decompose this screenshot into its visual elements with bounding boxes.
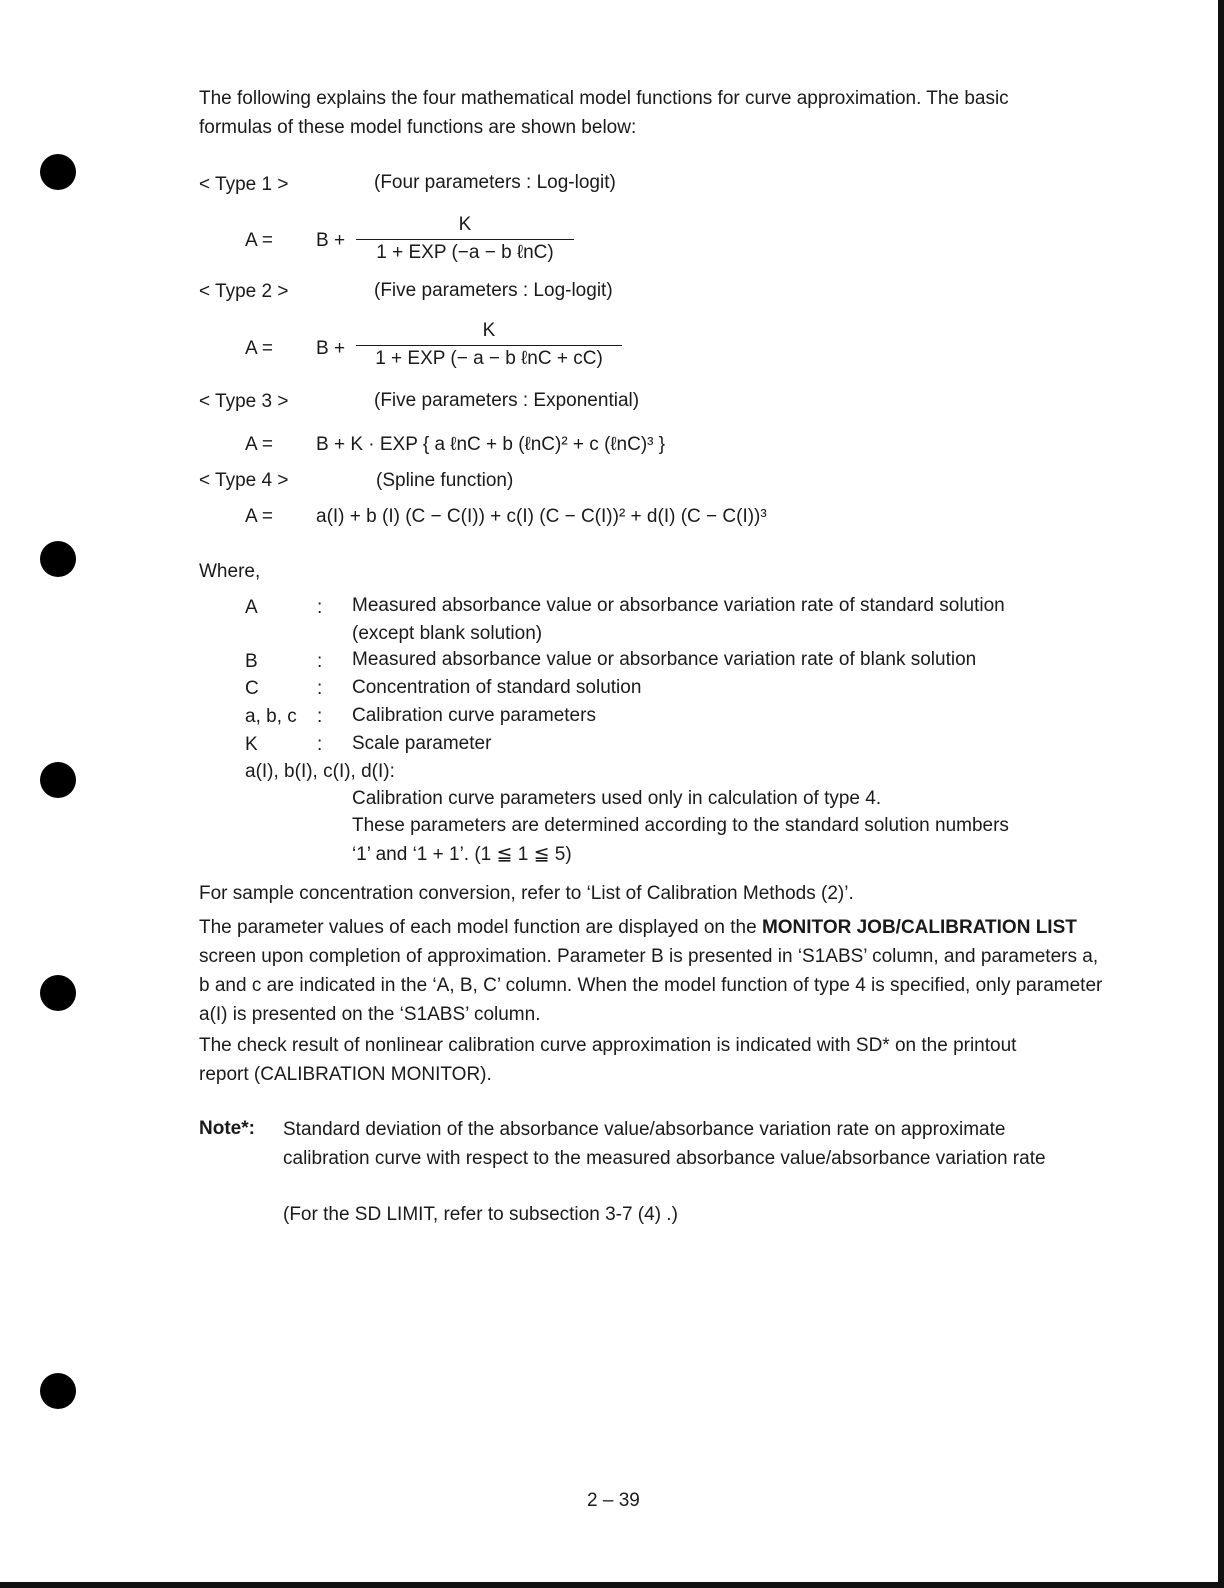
spline-params-line: These parameters are determined according to the standard solution numbers	[352, 815, 1009, 836]
def-colon: :	[317, 734, 323, 755]
monitor-text-pre: The parameter values of each model function are displayed on the	[199, 917, 762, 938]
def-colon: :	[317, 597, 323, 618]
type-2-label: < Type 2 >	[199, 281, 289, 302]
type-4-desc: (Spline function)	[376, 470, 514, 491]
formula-3-rhs: B + K · EXP { a ℓnC + b (ℓnC)² + c (ℓnC)³ }	[316, 434, 666, 455]
type-2-desc: (Five parameters : Log-logit)	[374, 280, 613, 301]
def-sym: K	[245, 734, 258, 755]
note-text: Standard deviation of the absorbance value/absorbance variation rate on approximate calibration curve with respect to the measured absorbance value/absorbance variation rate	[283, 1119, 1046, 1169]
fraction-bar	[356, 345, 622, 346]
scan-edge-bottom	[0, 1582, 1224, 1588]
type-4-label: < Type 4 >	[199, 470, 289, 491]
formula-1-denominator: 1 + EXP (−a − b ℓnC)	[376, 242, 554, 263]
where-label: Where,	[199, 561, 261, 582]
def-text: Measured absorbance value or absorbance variation rate of standard solution	[352, 595, 1005, 616]
page-number: 2 – 39	[587, 1490, 640, 1511]
formula-1-lhs: A =	[245, 230, 273, 251]
type-1-label: < Type 1 >	[199, 174, 289, 195]
def-colon: :	[317, 706, 323, 727]
formula-1-prefix: B +	[316, 230, 346, 251]
check-paragraph: The check result of nonlinear calibration curve approximation is indicated with SD* on the printout report (CALIBRATION MONITOR).	[199, 1035, 1017, 1085]
def-text-cont: (except blank solution)	[352, 623, 543, 644]
def-colon: :	[317, 678, 323, 699]
binder-hole	[40, 762, 76, 798]
def-text: Concentration of standard solution	[352, 677, 642, 698]
monitor-text-post: screen upon completion of approximation. Parameter B is presented in ‘S1ABS’ column, and parameters a, b and c are indicated in the ‘A, B, C’ column. When the model function of type 4 is specified, only parameter a(I) is presented on the ‘S1ABS’ column.	[199, 946, 1103, 1025]
def-text: Calibration curve parameters	[352, 705, 596, 726]
conversion-paragraph: For sample concentration conversion, refer to ‘List of Calibration Methods (2)’.	[199, 883, 854, 904]
spline-params-sym: a(I), b(I), c(I), d(I):	[245, 761, 395, 782]
formula-4-rhs: a(I) + b (I) (C − C(I)) + c(I) (C − C(I))² + d(I) (C − C(I))³	[316, 506, 767, 527]
binder-hole	[40, 975, 76, 1011]
scan-edge-right	[1218, 0, 1224, 1588]
formula-3-lhs: A =	[245, 434, 273, 455]
fraction-bar	[356, 239, 574, 240]
formula-2-numerator: K	[482, 320, 496, 341]
formula-1-numerator: K	[458, 214, 472, 235]
formula-2-lhs: A =	[245, 338, 273, 359]
intro-paragraph: The following explains the four mathematical model functions for curve approximation. The basic formulas of these model functions are shown below:	[199, 88, 1009, 138]
def-sym: B	[245, 651, 258, 672]
def-colon: :	[317, 651, 323, 672]
formula-2-prefix: B +	[316, 338, 346, 359]
note-reference: (For the SD LIMIT, refer to subsection 3-7 (4) .)	[283, 1204, 678, 1225]
binder-hole	[40, 1373, 76, 1409]
spline-params-line: Calibration curve parameters used only in calculation of type 4.	[352, 788, 882, 809]
type-3-label: < Type 3 >	[199, 391, 289, 412]
formula-1-fraction	[356, 214, 574, 264]
binder-hole	[40, 154, 76, 190]
formula-2-denominator: 1 + EXP (− a − b ℓnC + cC)	[375, 348, 603, 369]
formula-4-lhs: A =	[245, 506, 273, 527]
formula-2-fraction	[356, 320, 622, 370]
def-sym: A	[245, 597, 258, 618]
def-sym: C	[245, 678, 259, 699]
def-text: Scale parameter	[352, 733, 492, 754]
binder-hole	[40, 541, 76, 577]
monitor-screen-name: MONITOR JOB/CALIBRATION LIST	[761, 917, 1077, 938]
def-sym: a, b, c	[245, 706, 297, 727]
type-3-desc: (Five parameters : Exponential)	[374, 390, 640, 411]
type-1-desc: (Four parameters : Log-logit)	[374, 172, 616, 193]
monitor-paragraph	[199, 913, 1111, 1029]
note-label: Note*:	[199, 1118, 255, 1139]
def-text: Measured absorbance value or absorbance variation rate of blank solution	[352, 649, 977, 670]
spline-params-line: ‘1’ and ‘1 + 1’. (1 ≦ 1 ≦ 5)	[352, 844, 572, 865]
